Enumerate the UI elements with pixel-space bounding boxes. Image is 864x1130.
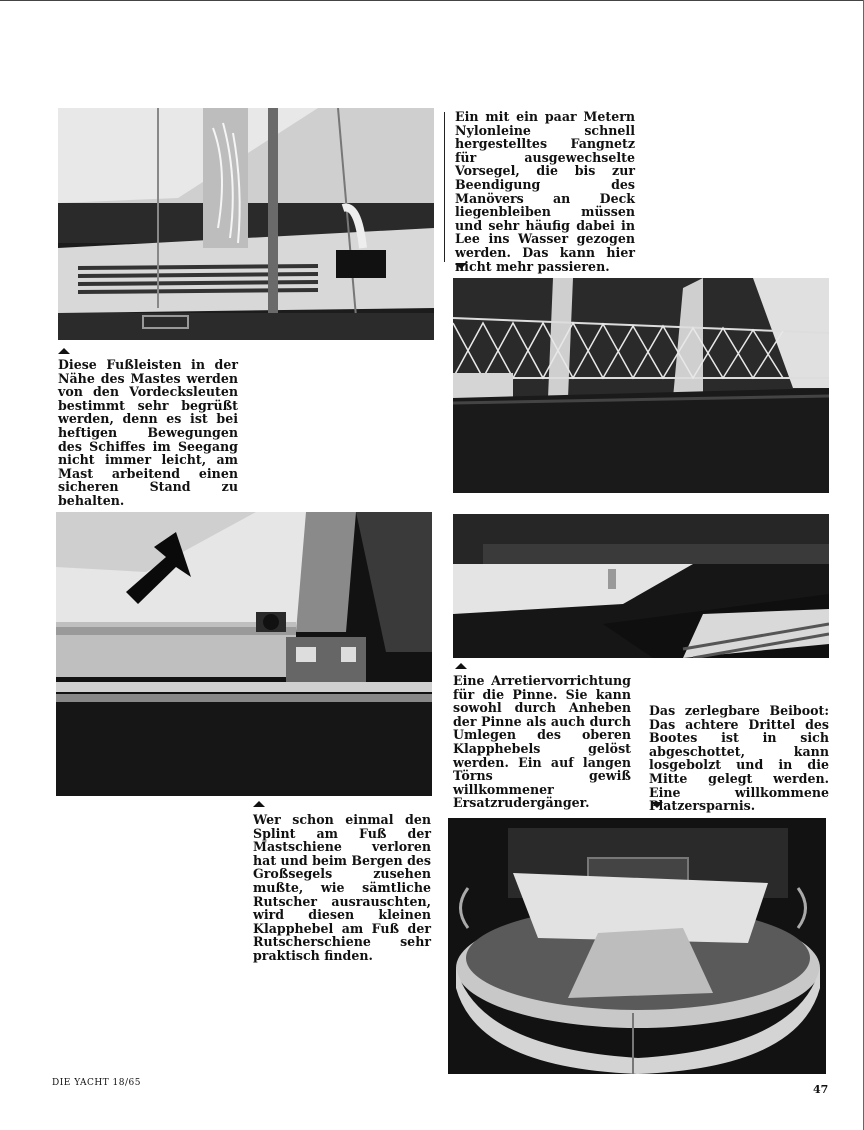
caption-pointer-down-dinghy <box>651 802 663 808</box>
page-frame-top <box>0 0 864 1</box>
caption-dinghy: Das zerlegbare Beiboot: Das achtere Drittel des Bootes ist in sich abgeschottet, kann losgebolzt und in die Mitte gelegt werden. Eine willkommene Platzersparnis. <box>649 703 829 814</box>
photo-mast-lever <box>56 512 432 796</box>
caption-tiller-lock: Eine Arretiervorrichtung für die Pinne. Sie kann sowohl durch Anheben der Pinne als auch durch Umlegen des oberen Klapphebels gelöst werden. Ein auf langen Törns gewiß willkommener Ersatzrudergänger. <box>453 673 631 811</box>
column-divider <box>444 112 445 262</box>
page-number: 47 <box>813 1083 829 1096</box>
caption-pointer-up-tiller-lock <box>455 663 467 669</box>
photo-sail-net <box>453 278 829 493</box>
caption-sail-net: Ein mit ein paar Metern Nylonleine schnell hergestelltes Fangnetz für ausgewechselte Vorsegel, die bis zur Beendigung des Manövers an Deck liegenbleiben müssen und sehr häufig dabei in Lee ins Wasser gezogen werden. Das kann hier nicht mehr passieren. <box>455 109 635 274</box>
caption-pointer-up-mast-lever <box>253 801 265 807</box>
caption-mast-lever: Wer schon einmal den Splint am Fuß der Mastschiene verloren hat und beim Bergen des Großsegels zusehen mußte, wie sämtliche Rutscher ausrauschten, wird diesen kleinen Klapphebel am Fuß der Rutscherschiene sehr praktisch finden. <box>253 812 431 963</box>
photo-tiller-lock <box>453 514 829 658</box>
caption-pointer-up-foot-rails <box>58 348 70 354</box>
photo-foot-rails <box>58 108 434 340</box>
caption-foot-rails: Diese Fußleisten in der Nähe des Mastes werden von den Vordecksleuten bestimmt sehr begrüßt werden, denn es ist bei heftigen Bewegungen des Schiffes im Seegang nicht immer leicht, am Mast arbeitend einen sicheren Stand zu behalten. <box>58 357 238 508</box>
caption-pointer-down-sail-net <box>455 263 467 269</box>
photo-dinghy <box>448 818 826 1074</box>
footer-magazine-issue: DIE YACHT 18/65 <box>52 1078 141 1088</box>
